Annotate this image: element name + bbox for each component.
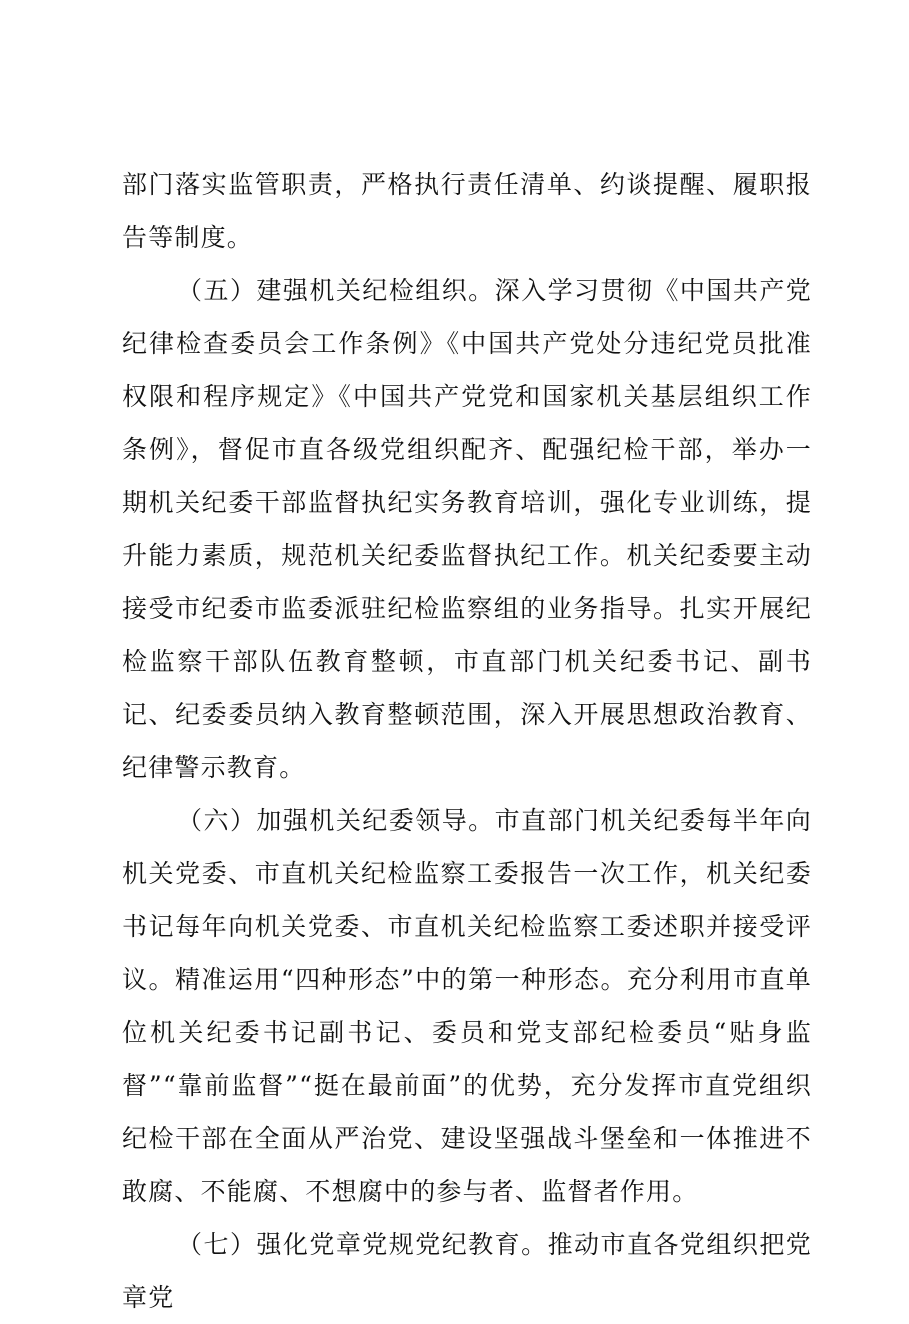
paragraph-continuation: 部门落实监管职责，严格执行责任清单、约谈提醒、履职报告等制度。 xyxy=(122,170,812,252)
document-body xyxy=(122,158,812,1324)
paragraph-section-six: （六）加强机关纪委领导。市直部门机关纪委每半年向机关党委、市直机关纪检监察工委报告一次工作，机关纪委书记每年向机关党委、市直机关纪检监察工委述职并接受评议。精准运用“四种形态”中的第一种形态。充分利用市直单位机关纪委书记副书记、委员和党支部纪检委员“贴身监督”“靠前监督”“挺在最前面”的优势，充分发挥市直党组织纪检干部在全面从严治党、建设坚强战斗堡垒和一体推进不敢腐、不能腐、不想腐中的参与者、监督者作用。 xyxy=(122,806,812,1206)
paragraph-section-five: （五）建强机关纪检组织。深入学习贯彻《中国共产党纪律检查委员会工作条例》《中国共产党处分违纪党员批准权限和程序规定》《中国共产党党和国家机关基层组织工作条例》，督促市直各级党组织配齐、配强纪检干部，举办一期机关纪委干部监督执纪实务教育培训，强化专业训练，提升能力素质，规范机关纪委监督执纪工作。机关纪委要主动接受市纪委市监委派驻纪检监察组的业务指导。扎实开展纪检监察干部队伍教育整顿，市直部门机关纪委书记、副书记、纪委委员纳入教育整顿范围，深入开展思想政治教育、纪律警示教育。 xyxy=(122,276,812,782)
paragraph-section-seven: （七）强化党章党规党纪教育。推动市直各党组织把党章党 xyxy=(122,1230,812,1312)
